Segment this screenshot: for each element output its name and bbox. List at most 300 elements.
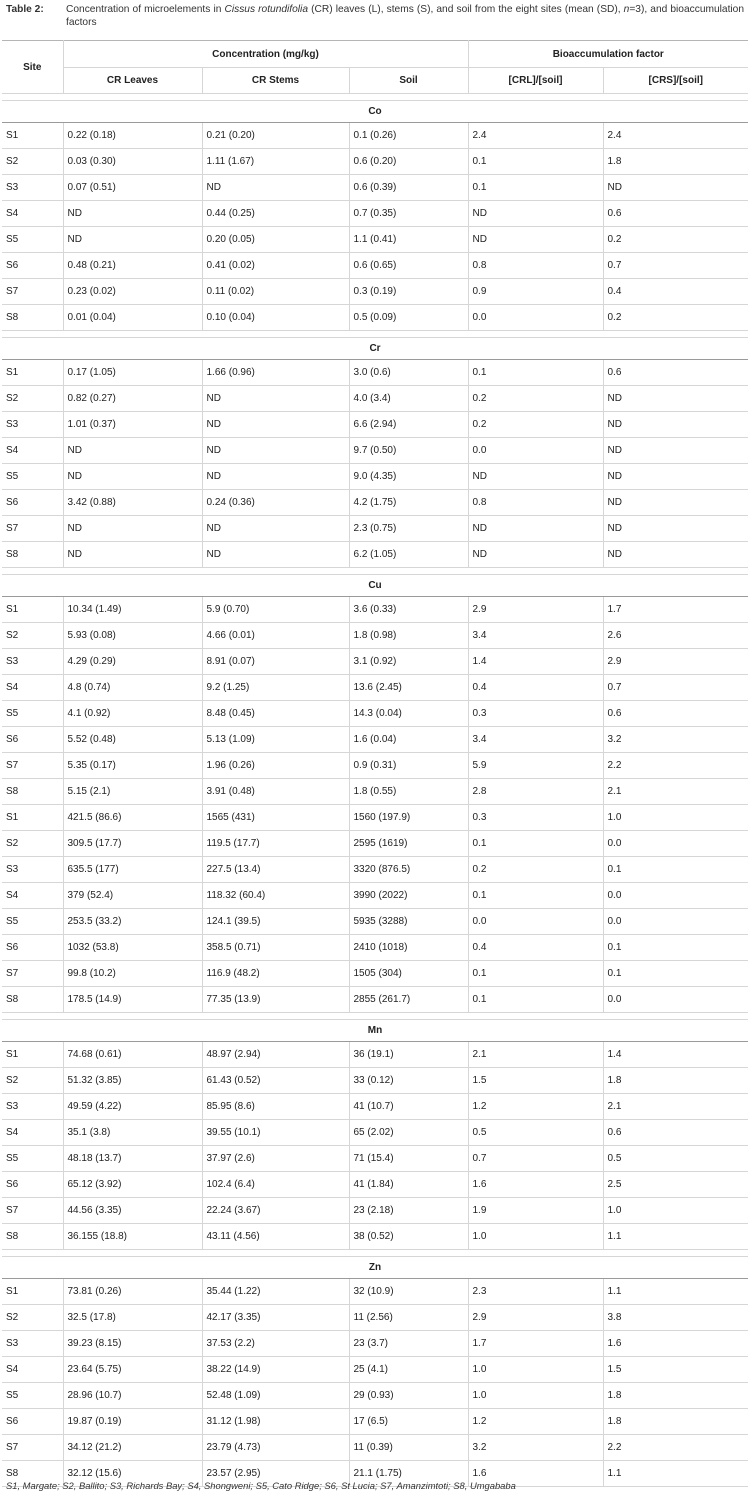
site-cell: S1 — [2, 123, 63, 149]
header-site: Site — [2, 41, 63, 94]
table-row — [2, 909, 748, 935]
cr-stems-cell: 0.44 (0.25) — [202, 201, 349, 227]
section-spacer — [2, 1250, 748, 1257]
crs-soil-cell: 1.1 — [603, 1279, 748, 1305]
cr-stems-cell: 48.97 (2.94) — [202, 1042, 349, 1068]
table-row — [2, 805, 748, 831]
site-cell: S8 — [2, 542, 63, 568]
site-cell: S3 — [2, 1094, 63, 1120]
crl-soil-cell: 0.0 — [468, 909, 603, 935]
crl-soil-cell: 0.1 — [468, 987, 603, 1013]
crs-soil-cell: 3.8 — [603, 1305, 748, 1331]
crs-soil-cell: 2.1 — [603, 779, 748, 805]
crl-soil-cell: 0.3 — [468, 701, 603, 727]
soil-cell: 2.3 (0.75) — [349, 516, 468, 542]
cr-stems-cell: 1565 (431) — [202, 805, 349, 831]
table-row — [2, 1409, 748, 1435]
cr-leaves-cell: 65.12 (3.92) — [63, 1172, 202, 1198]
soil-cell: 32 (10.9) — [349, 1279, 468, 1305]
site-cell: S1 — [2, 1279, 63, 1305]
crl-soil-cell: 0.1 — [468, 360, 603, 386]
table-row — [2, 1068, 748, 1094]
site-cell: S6 — [2, 1172, 63, 1198]
section-header-row — [2, 338, 748, 360]
table-row — [2, 1224, 748, 1250]
site-cell: S8 — [2, 779, 63, 805]
crs-soil-cell: ND — [603, 438, 748, 464]
cr-leaves-cell: 0.22 (0.18) — [63, 123, 202, 149]
cr-leaves-cell: 51.32 (3.85) — [63, 1068, 202, 1094]
site-cell: S2 — [2, 623, 63, 649]
table-row — [2, 1279, 748, 1305]
crs-soil-cell: 0.5 — [603, 1146, 748, 1172]
crs-soil-cell: 0.1 — [603, 961, 748, 987]
cr-leaves-cell: 4.1 (0.92) — [63, 701, 202, 727]
crs-soil-cell: ND — [603, 490, 748, 516]
table-row — [2, 123, 748, 149]
section-header-row — [2, 1257, 748, 1279]
cr-stems-cell: 0.24 (0.36) — [202, 490, 349, 516]
table-row — [2, 149, 748, 175]
site-cell: S8 — [2, 987, 63, 1013]
crl-soil-cell: 1.2 — [468, 1094, 603, 1120]
crs-soil-cell: 1.8 — [603, 1068, 748, 1094]
cr-leaves-cell: ND — [63, 227, 202, 253]
cr-stems-cell: 52.48 (1.09) — [202, 1383, 349, 1409]
cr-leaves-cell: 0.07 (0.51) — [63, 175, 202, 201]
crl-soil-cell: 0.3 — [468, 805, 603, 831]
cr-stems-cell: 85.95 (8.6) — [202, 1094, 349, 1120]
soil-cell: 0.6 (0.39) — [349, 175, 468, 201]
table-row — [2, 386, 748, 412]
cr-leaves-cell: 49.59 (4.22) — [63, 1094, 202, 1120]
section-element-label: Cr — [2, 338, 748, 360]
site-cell: S7 — [2, 961, 63, 987]
crs-soil-cell: 1.5 — [603, 1357, 748, 1383]
site-cell: S7 — [2, 753, 63, 779]
crs-soil-cell: ND — [603, 386, 748, 412]
site-cell: S7 — [2, 1198, 63, 1224]
cr-stems-cell: 38.22 (14.9) — [202, 1357, 349, 1383]
soil-cell: 6.6 (2.94) — [349, 412, 468, 438]
soil-cell: 2595 (1619) — [349, 831, 468, 857]
cr-leaves-cell: 4.8 (0.74) — [63, 675, 202, 701]
cr-stems-cell: ND — [202, 438, 349, 464]
table-row — [2, 1435, 748, 1461]
crl-soil-cell: ND — [468, 227, 603, 253]
cr-stems-cell: 0.20 (0.05) — [202, 227, 349, 253]
crs-soil-cell: 1.8 — [603, 149, 748, 175]
soil-cell: 0.5 (0.09) — [349, 305, 468, 331]
cr-stems-cell: 0.11 (0.02) — [202, 279, 349, 305]
site-cell: S4 — [2, 438, 63, 464]
cr-leaves-cell: ND — [63, 438, 202, 464]
crs-soil-cell: 1.8 — [603, 1409, 748, 1435]
site-cell: S5 — [2, 1383, 63, 1409]
soil-cell: 0.9 (0.31) — [349, 753, 468, 779]
cr-stems-cell: ND — [202, 542, 349, 568]
site-cell: S2 — [2, 831, 63, 857]
crl-soil-cell: 0.4 — [468, 675, 603, 701]
header-cr-stems: CR Stems — [202, 68, 349, 94]
caption-text-part-2: (CR) leaves (L), stems (S), and soil from the eight sites (mean (SD), — [308, 4, 624, 15]
crs-soil-cell: ND — [603, 542, 748, 568]
cr-leaves-cell: 0.03 (0.30) — [63, 149, 202, 175]
crl-soil-cell: 0.0 — [468, 305, 603, 331]
soil-cell: 17 (6.5) — [349, 1409, 468, 1435]
soil-cell: 0.6 (0.65) — [349, 253, 468, 279]
crl-soil-cell: 1.6 — [468, 1461, 603, 1487]
caption-text-part-1: Concentration of microelements in — [66, 4, 225, 15]
crs-soil-cell: ND — [603, 464, 748, 490]
crs-soil-cell: 0.6 — [603, 360, 748, 386]
crl-soil-cell: 1.0 — [468, 1383, 603, 1409]
site-cell: S4 — [2, 201, 63, 227]
crs-soil-cell: 2.5 — [603, 1172, 748, 1198]
soil-cell: 25 (4.1) — [349, 1357, 468, 1383]
crs-soil-cell: 0.0 — [603, 831, 748, 857]
crl-soil-cell: 1.2 — [468, 1409, 603, 1435]
table-row — [2, 412, 748, 438]
crs-soil-cell: 0.0 — [603, 987, 748, 1013]
cr-stems-cell: 116.9 (48.2) — [202, 961, 349, 987]
cr-stems-cell: 8.91 (0.07) — [202, 649, 349, 675]
cr-leaves-cell: 39.23 (8.15) — [63, 1331, 202, 1357]
table-row — [2, 935, 748, 961]
cr-stems-cell: 119.5 (17.7) — [202, 831, 349, 857]
table-row — [2, 360, 748, 386]
cr-stems-cell: 22.24 (3.67) — [202, 1198, 349, 1224]
cr-leaves-cell: 421.5 (86.6) — [63, 805, 202, 831]
table-row — [2, 1094, 748, 1120]
soil-cell: 0.6 (0.20) — [349, 149, 468, 175]
crs-soil-cell: 3.2 — [603, 727, 748, 753]
site-cell: S3 — [2, 1331, 63, 1357]
table-row — [2, 1198, 748, 1224]
cr-stems-cell: 23.57 (2.95) — [202, 1461, 349, 1487]
cr-stems-cell: 77.35 (13.9) — [202, 987, 349, 1013]
soil-cell: 6.2 (1.05) — [349, 542, 468, 568]
soil-cell: 11 (0.39) — [349, 1435, 468, 1461]
soil-cell: 0.7 (0.35) — [349, 201, 468, 227]
crs-soil-cell: 0.6 — [603, 1120, 748, 1146]
cr-leaves-cell: 5.35 (0.17) — [63, 753, 202, 779]
crl-soil-cell: 0.0 — [468, 438, 603, 464]
crs-soil-cell: ND — [603, 412, 748, 438]
crl-soil-cell: 1.5 — [468, 1068, 603, 1094]
soil-cell: 41 (10.7) — [349, 1094, 468, 1120]
soil-cell: 1.1 (0.41) — [349, 227, 468, 253]
crs-soil-cell: 0.7 — [603, 675, 748, 701]
cr-leaves-cell: 253.5 (33.2) — [63, 909, 202, 935]
cr-stems-cell: 35.44 (1.22) — [202, 1279, 349, 1305]
cr-stems-cell: 39.55 (10.1) — [202, 1120, 349, 1146]
crl-soil-cell: ND — [468, 542, 603, 568]
crl-soil-cell: 2.9 — [468, 597, 603, 623]
soil-cell: 14.3 (0.04) — [349, 701, 468, 727]
table-row — [2, 1383, 748, 1409]
cr-stems-cell: 8.48 (0.45) — [202, 701, 349, 727]
crl-soil-cell: 5.9 — [468, 753, 603, 779]
crl-soil-cell: 0.5 — [468, 1120, 603, 1146]
cr-stems-cell: 3.91 (0.48) — [202, 779, 349, 805]
table-row — [2, 701, 748, 727]
site-cell: S5 — [2, 909, 63, 935]
table-caption — [6, 0, 746, 36]
soil-cell: 1.6 (0.04) — [349, 727, 468, 753]
caption-text-part-3: =3), and bioaccumulation factors — [66, 4, 744, 28]
crl-soil-cell: 1.0 — [468, 1357, 603, 1383]
cr-leaves-cell: 34.12 (21.2) — [63, 1435, 202, 1461]
section-header-row — [2, 575, 748, 597]
cr-leaves-cell: 1.01 (0.37) — [63, 412, 202, 438]
cr-leaves-cell: 36.155 (18.8) — [63, 1224, 202, 1250]
cr-stems-cell: 37.53 (2.2) — [202, 1331, 349, 1357]
site-cell: S6 — [2, 727, 63, 753]
crs-soil-cell: 0.0 — [603, 883, 748, 909]
header-crl-soil: [CRL]/[soil] — [468, 68, 603, 94]
cr-stems-cell: 0.41 (0.02) — [202, 253, 349, 279]
soil-cell: 9.0 (4.35) — [349, 464, 468, 490]
cr-stems-cell: 4.66 (0.01) — [202, 623, 349, 649]
soil-cell: 3990 (2022) — [349, 883, 468, 909]
crs-soil-cell: 1.1 — [603, 1224, 748, 1250]
site-cell: S8 — [2, 305, 63, 331]
cr-leaves-cell: ND — [63, 542, 202, 568]
soil-cell: 3320 (876.5) — [349, 857, 468, 883]
section-header-row — [2, 1020, 748, 1042]
crl-soil-cell: 2.4 — [468, 123, 603, 149]
table-row — [2, 1042, 748, 1068]
soil-cell: 29 (0.93) — [349, 1383, 468, 1409]
cr-stems-cell: 1.66 (0.96) — [202, 360, 349, 386]
cr-leaves-cell: 19.87 (0.19) — [63, 1409, 202, 1435]
crs-soil-cell: 2.6 — [603, 623, 748, 649]
soil-cell: 11 (2.56) — [349, 1305, 468, 1331]
soil-cell: 1560 (197.9) — [349, 805, 468, 831]
cr-leaves-cell: ND — [63, 516, 202, 542]
table-row — [2, 675, 748, 701]
header-soil: Soil — [349, 68, 468, 94]
soil-cell: 0.1 (0.26) — [349, 123, 468, 149]
crl-soil-cell: 3.4 — [468, 727, 603, 753]
crl-soil-cell: 0.1 — [468, 149, 603, 175]
cr-stems-cell: 9.2 (1.25) — [202, 675, 349, 701]
cr-stems-cell: 124.1 (39.5) — [202, 909, 349, 935]
site-cell: S5 — [2, 227, 63, 253]
table-header — [2, 41, 748, 94]
site-cell: S3 — [2, 175, 63, 201]
table-row — [2, 1146, 748, 1172]
crl-soil-cell: 2.3 — [468, 1279, 603, 1305]
concentration-table — [2, 40, 748, 1487]
section-spacer-cell — [2, 568, 748, 575]
cr-leaves-cell: 635.5 (177) — [63, 857, 202, 883]
soil-cell: 21.1 (1.75) — [349, 1461, 468, 1487]
table-row — [2, 201, 748, 227]
caption-text — [66, 3, 744, 29]
soil-cell: 71 (15.4) — [349, 1146, 468, 1172]
table-row — [2, 753, 748, 779]
caption-species: Cissus rotundifolia — [224, 4, 308, 15]
crl-soil-cell: 0.1 — [468, 883, 603, 909]
site-cell: S2 — [2, 1068, 63, 1094]
section-element-label: Mn — [2, 1020, 748, 1042]
cr-stems-cell: ND — [202, 175, 349, 201]
section-element-label: Zn — [2, 1257, 748, 1279]
site-cell: S2 — [2, 386, 63, 412]
cr-leaves-cell: 35.1 (3.8) — [63, 1120, 202, 1146]
cr-stems-cell: 43.11 (4.56) — [202, 1224, 349, 1250]
crl-soil-cell: 2.1 — [468, 1042, 603, 1068]
soil-cell: 3.0 (0.6) — [349, 360, 468, 386]
soil-cell: 5935 (3288) — [349, 909, 468, 935]
crl-soil-cell: 0.4 — [468, 935, 603, 961]
header-concentration: Concentration (mg/kg) — [63, 41, 468, 68]
section-element-label: Co — [2, 101, 748, 123]
cr-leaves-cell: 3.42 (0.88) — [63, 490, 202, 516]
table-body — [2, 94, 748, 1487]
soil-cell: 38 (0.52) — [349, 1224, 468, 1250]
table-row — [2, 1120, 748, 1146]
table-row — [2, 1305, 748, 1331]
cr-leaves-cell: ND — [63, 201, 202, 227]
table-row — [2, 961, 748, 987]
crl-soil-cell: 1.0 — [468, 1224, 603, 1250]
section-spacer-cell — [2, 94, 748, 101]
site-cell: S4 — [2, 1357, 63, 1383]
crl-soil-cell: 0.2 — [468, 386, 603, 412]
cr-stems-cell: 0.21 (0.20) — [202, 123, 349, 149]
cr-stems-cell: 102.4 (6.4) — [202, 1172, 349, 1198]
caption-n: n — [623, 4, 630, 15]
cr-leaves-cell: 0.48 (0.21) — [63, 253, 202, 279]
cr-leaves-cell: 0.23 (0.02) — [63, 279, 202, 305]
cr-stems-cell: 5.9 (0.70) — [202, 597, 349, 623]
cr-leaves-cell: 74.68 (0.61) — [63, 1042, 202, 1068]
table-row — [2, 987, 748, 1013]
table-row — [2, 464, 748, 490]
cr-stems-cell: 42.17 (3.35) — [202, 1305, 349, 1331]
table-row — [2, 857, 748, 883]
site-cell: S4 — [2, 1120, 63, 1146]
crs-soil-cell: 2.9 — [603, 649, 748, 675]
cr-stems-cell: 37.97 (2.6) — [202, 1146, 349, 1172]
site-cell: S6 — [2, 490, 63, 516]
cr-stems-cell: 1.96 (0.26) — [202, 753, 349, 779]
cr-stems-cell: 5.13 (1.09) — [202, 727, 349, 753]
site-cell: S7 — [2, 1435, 63, 1461]
crl-soil-cell: 1.9 — [468, 1198, 603, 1224]
site-cell: S3 — [2, 857, 63, 883]
cr-leaves-cell: 32.12 (15.6) — [63, 1461, 202, 1487]
cr-stems-cell: 0.10 (0.04) — [202, 305, 349, 331]
crl-soil-cell: 0.8 — [468, 253, 603, 279]
crl-soil-cell: 0.2 — [468, 412, 603, 438]
section-spacer — [2, 94, 748, 101]
crl-soil-cell: 1.6 — [468, 1172, 603, 1198]
cr-leaves-cell: 379 (52.4) — [63, 883, 202, 909]
caption-label: Table 2: — [6, 4, 44, 15]
crs-soil-cell: 1.6 — [603, 1331, 748, 1357]
table-row — [2, 1357, 748, 1383]
cr-leaves-cell: 32.5 (17.8) — [63, 1305, 202, 1331]
soil-cell: 1.8 (0.55) — [349, 779, 468, 805]
cr-stems-cell: ND — [202, 412, 349, 438]
table-row — [2, 1331, 748, 1357]
cr-leaves-cell: 309.5 (17.7) — [63, 831, 202, 857]
site-cell: S5 — [2, 464, 63, 490]
crs-soil-cell: 0.0 — [603, 909, 748, 935]
section-spacer — [2, 568, 748, 575]
crs-soil-cell: 1.1 — [603, 1461, 748, 1487]
table-row — [2, 649, 748, 675]
soil-cell: 33 (0.12) — [349, 1068, 468, 1094]
site-cell: S6 — [2, 253, 63, 279]
soil-cell: 4.0 (3.4) — [349, 386, 468, 412]
cr-stems-cell: 1.11 (1.67) — [202, 149, 349, 175]
table-row — [2, 175, 748, 201]
cr-leaves-cell: 5.52 (0.48) — [63, 727, 202, 753]
site-footnote: S1, Margate; S2, Ballito; S3, Richards Bay; S4, Shongweni; S5, Cato Ridge; S6, St Lucia; S7, Amanzimtoti; S8, Umgababa — [6, 1480, 516, 1491]
cr-leaves-cell: 0.82 (0.27) — [63, 386, 202, 412]
cr-leaves-cell: 5.15 (2.1) — [63, 779, 202, 805]
site-cell: S1 — [2, 597, 63, 623]
crs-soil-cell: 2.4 — [603, 123, 748, 149]
crl-soil-cell: 3.2 — [468, 1435, 603, 1461]
site-cell: S3 — [2, 412, 63, 438]
crs-soil-cell: 0.6 — [603, 701, 748, 727]
site-cell: S5 — [2, 701, 63, 727]
soil-cell: 23 (3.7) — [349, 1331, 468, 1357]
soil-cell: 36 (19.1) — [349, 1042, 468, 1068]
table-row — [2, 279, 748, 305]
header-bioaccumulation: Bioaccumulation factor — [468, 41, 748, 68]
soil-cell: 2410 (1018) — [349, 935, 468, 961]
crl-soil-cell: ND — [468, 516, 603, 542]
crl-soil-cell: 0.2 — [468, 857, 603, 883]
table-row — [2, 597, 748, 623]
site-cell: S5 — [2, 1146, 63, 1172]
cr-stems-cell: ND — [202, 516, 349, 542]
site-cell: S8 — [2, 1461, 63, 1487]
cr-stems-cell: 358.5 (0.71) — [202, 935, 349, 961]
soil-cell: 2855 (261.7) — [349, 987, 468, 1013]
site-cell: S2 — [2, 149, 63, 175]
crs-soil-cell: 0.2 — [603, 305, 748, 331]
crl-soil-cell: 1.4 — [468, 649, 603, 675]
cr-stems-cell: 23.79 (4.73) — [202, 1435, 349, 1461]
site-cell: S6 — [2, 935, 63, 961]
table-row — [2, 227, 748, 253]
cr-leaves-cell: 4.29 (0.29) — [63, 649, 202, 675]
site-cell: S3 — [2, 649, 63, 675]
soil-cell: 41 (1.84) — [349, 1172, 468, 1198]
site-cell: S4 — [2, 883, 63, 909]
crs-soil-cell: 0.6 — [603, 201, 748, 227]
table-row — [2, 516, 748, 542]
soil-cell: 3.6 (0.33) — [349, 597, 468, 623]
header-cr-leaves: CR Leaves — [63, 68, 202, 94]
site-cell: S6 — [2, 1409, 63, 1435]
crs-soil-cell: 2.2 — [603, 753, 748, 779]
soil-cell: 65 (2.02) — [349, 1120, 468, 1146]
cr-stems-cell: 227.5 (13.4) — [202, 857, 349, 883]
crl-soil-cell: 0.8 — [468, 490, 603, 516]
crl-soil-cell: 0.9 — [468, 279, 603, 305]
site-cell: S1 — [2, 805, 63, 831]
cr-leaves-cell: 0.01 (0.04) — [63, 305, 202, 331]
